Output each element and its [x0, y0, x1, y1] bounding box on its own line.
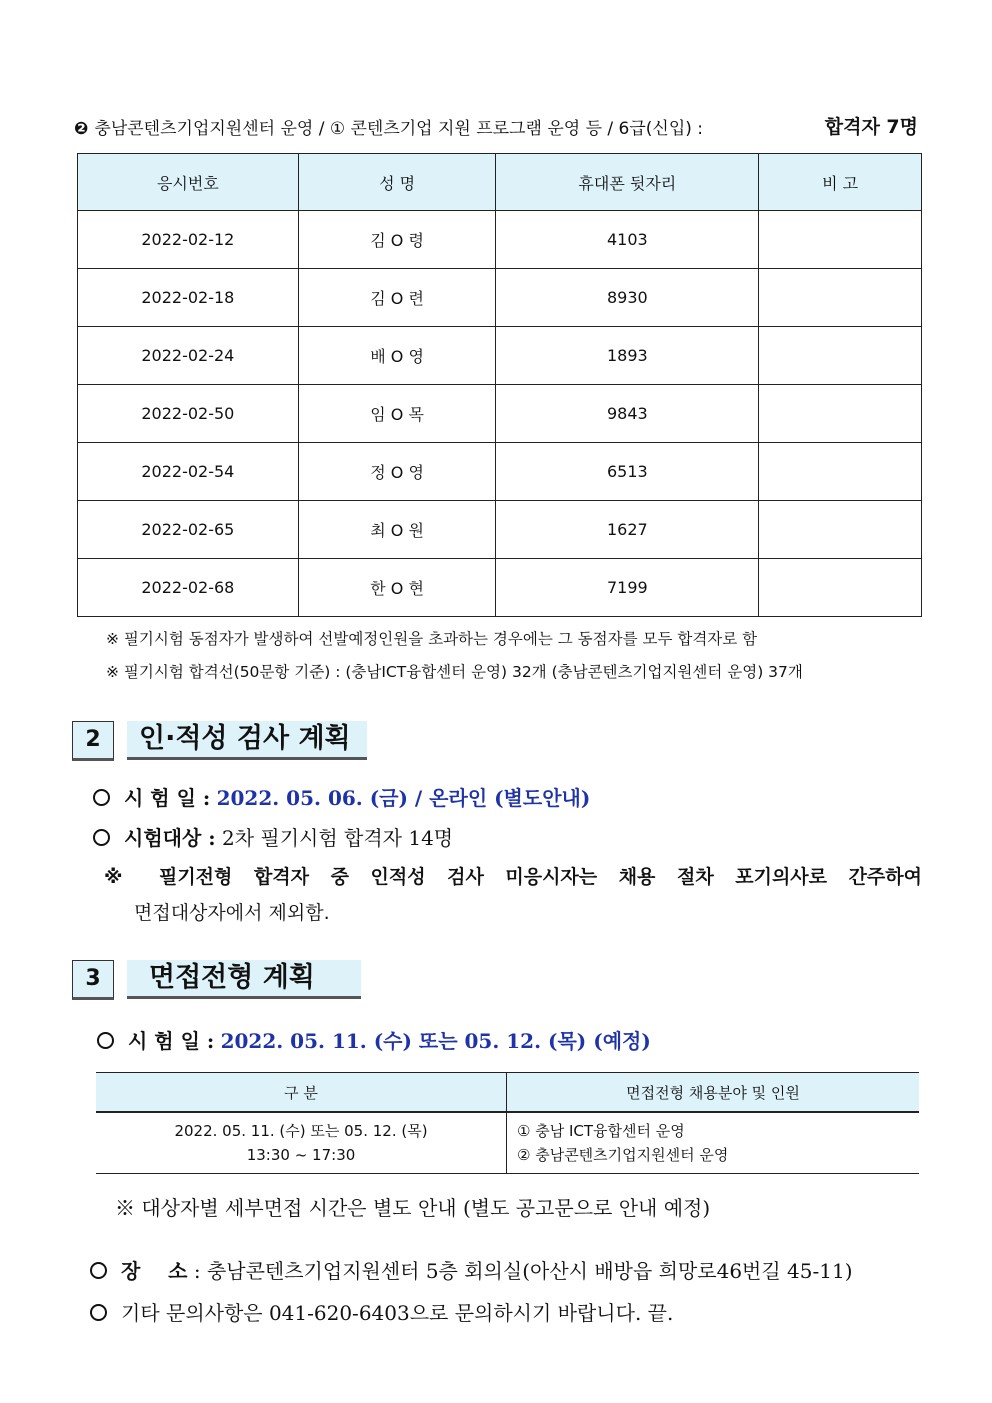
section3-date-label: 시 험 일 : [128, 1029, 215, 1053]
interview-header-field: 면접전형 채용분야 및 인원 [507, 1073, 920, 1113]
section2-target-line [93, 822, 453, 851]
cell-remarks [759, 269, 922, 327]
cell-exam-number: 2022-02-18 [78, 269, 299, 327]
place-label: 장 소 [121, 1259, 188, 1283]
cell-exam-number: 2022-02-50 [78, 385, 299, 443]
header-name: 성 명 [298, 154, 496, 211]
note-cutoff: ※ 필기시험 합격선(50문항 기준) : (충남ICT융합센터 운영) 32개 (충남콘텐츠기업지원센터 운영) 37개 [106, 663, 803, 681]
number-bullet: ❷ [74, 119, 89, 139]
cell-remarks [759, 385, 922, 443]
interview-header-row [96, 1073, 919, 1113]
section2-title: 인·적성 검사 계획 [127, 721, 367, 760]
section3-number: 3 [72, 960, 114, 1000]
table-row [78, 443, 922, 501]
cell-phone: 9843 [496, 385, 759, 443]
circle-bullet-icon [97, 1032, 114, 1049]
section2-number: 2 [72, 721, 114, 761]
section2-date-line [93, 782, 590, 811]
circle-bullet-icon [90, 1262, 107, 1279]
header-exam-number: 응시번호 [78, 154, 299, 211]
table-row [78, 385, 922, 443]
circle-bullet-icon [93, 829, 110, 846]
cell-phone: 7199 [496, 559, 759, 617]
cell-name: 김 O 련 [298, 269, 496, 327]
table-row [78, 327, 922, 385]
cell-remarks [759, 443, 922, 501]
cell-name: 배 O 영 [298, 327, 496, 385]
interview-header-category: 구 분 [96, 1073, 507, 1113]
cell-phone: 1893 [496, 327, 759, 385]
cell-phone: 8930 [496, 269, 759, 327]
section2-note-line2: 면접대상자에서 제외함. [134, 902, 330, 924]
place-line [90, 1255, 853, 1284]
table-row [78, 269, 922, 327]
circle-bullet-icon [90, 1304, 107, 1321]
heading-text: 충남콘텐츠기업지원센터 운영 / ① 콘텐츠기업 지원 프로그램 운영 등 / 6급(신입) : [94, 119, 704, 139]
section3-title: 면접전형 계획 [127, 960, 361, 999]
cell-remarks [759, 211, 922, 269]
top-heading [74, 114, 924, 139]
cell-exam-number: 2022-02-54 [78, 443, 299, 501]
section2-date-label: 시 험 일 : [124, 786, 211, 810]
table-row [78, 559, 922, 617]
cell-name: 임 O 목 [298, 385, 496, 443]
interview-row [96, 1112, 919, 1174]
cell-name: 정 O 영 [298, 443, 496, 501]
table-row [78, 211, 922, 269]
header-phone: 휴대폰 뒷자리 [496, 154, 759, 211]
cell-exam-number: 2022-02-65 [78, 501, 299, 559]
result-table-body [78, 211, 922, 617]
cell-remarks [759, 327, 922, 385]
section2-note-line1: ※ 필기전형 합격자 중 인적성 검사 미응시자는 채용 절차 포기의사로 간주하여 [104, 866, 922, 888]
interview-date: 2022. 05. 11. (수) 또는 05. 12. (목) [174, 1122, 428, 1140]
interview-field-2: ② 충남콘텐츠기업지원센터 운영 [517, 1146, 729, 1164]
cell-name: 김 O 령 [298, 211, 496, 269]
circle-bullet-icon [93, 789, 110, 806]
section3-date-value: 2022. 05. 11. (수) 또는 05. 12. (목) (예정) [220, 1029, 651, 1053]
cell-name: 최 O 원 [298, 501, 496, 559]
table-header-row [78, 154, 922, 211]
interview-field-1: ① 충남 ICT융합센터 운영 [517, 1122, 685, 1140]
interview-field-cell [507, 1112, 920, 1174]
closing-line [90, 1297, 673, 1326]
closing-text: 기타 문의사항은 041-620-6403으로 문의하시기 바랍니다. 끝. [121, 1301, 674, 1325]
cell-exam-number: 2022-02-24 [78, 327, 299, 385]
note-tie: ※ 필기시험 동점자가 발생하여 선발예정인원을 초과하는 경우에는 그 동점자를 모두 합격자로 함 [106, 630, 758, 648]
table-row [78, 501, 922, 559]
interview-table [96, 1072, 919, 1174]
cell-remarks [759, 559, 922, 617]
cell-exam-number: 2022-02-68 [78, 559, 299, 617]
cell-phone: 4103 [496, 211, 759, 269]
interview-time: 13:30 ~ 17:30 [246, 1146, 356, 1164]
cell-name: 한 O 현 [298, 559, 496, 617]
result-table [77, 153, 922, 617]
section2-target-value: 2차 필기시험 합격자 14명 [222, 826, 454, 850]
cell-exam-number: 2022-02-12 [78, 211, 299, 269]
section3-date-line [97, 1025, 651, 1054]
interview-schedule-cell [96, 1112, 507, 1174]
section2-date-value: 2022. 05. 06. (금) / 온라인 (별도안내) [216, 786, 591, 810]
cell-phone: 1627 [496, 501, 759, 559]
pass-count: 합격자 7명 [824, 116, 918, 138]
cell-remarks [759, 501, 922, 559]
cell-phone: 6513 [496, 443, 759, 501]
section3-note: ※ 대상자별 세부면접 시간은 별도 안내 (별도 공고문으로 안내 예정) [115, 1196, 711, 1220]
place-value: : 충남콘텐츠기업지원센터 5층 회의실(아산시 배방읍 희망로46번길 45-11) [193, 1259, 853, 1283]
header-remarks: 비 고 [759, 154, 922, 211]
section2-target-label: 시험대상 : [124, 826, 216, 850]
